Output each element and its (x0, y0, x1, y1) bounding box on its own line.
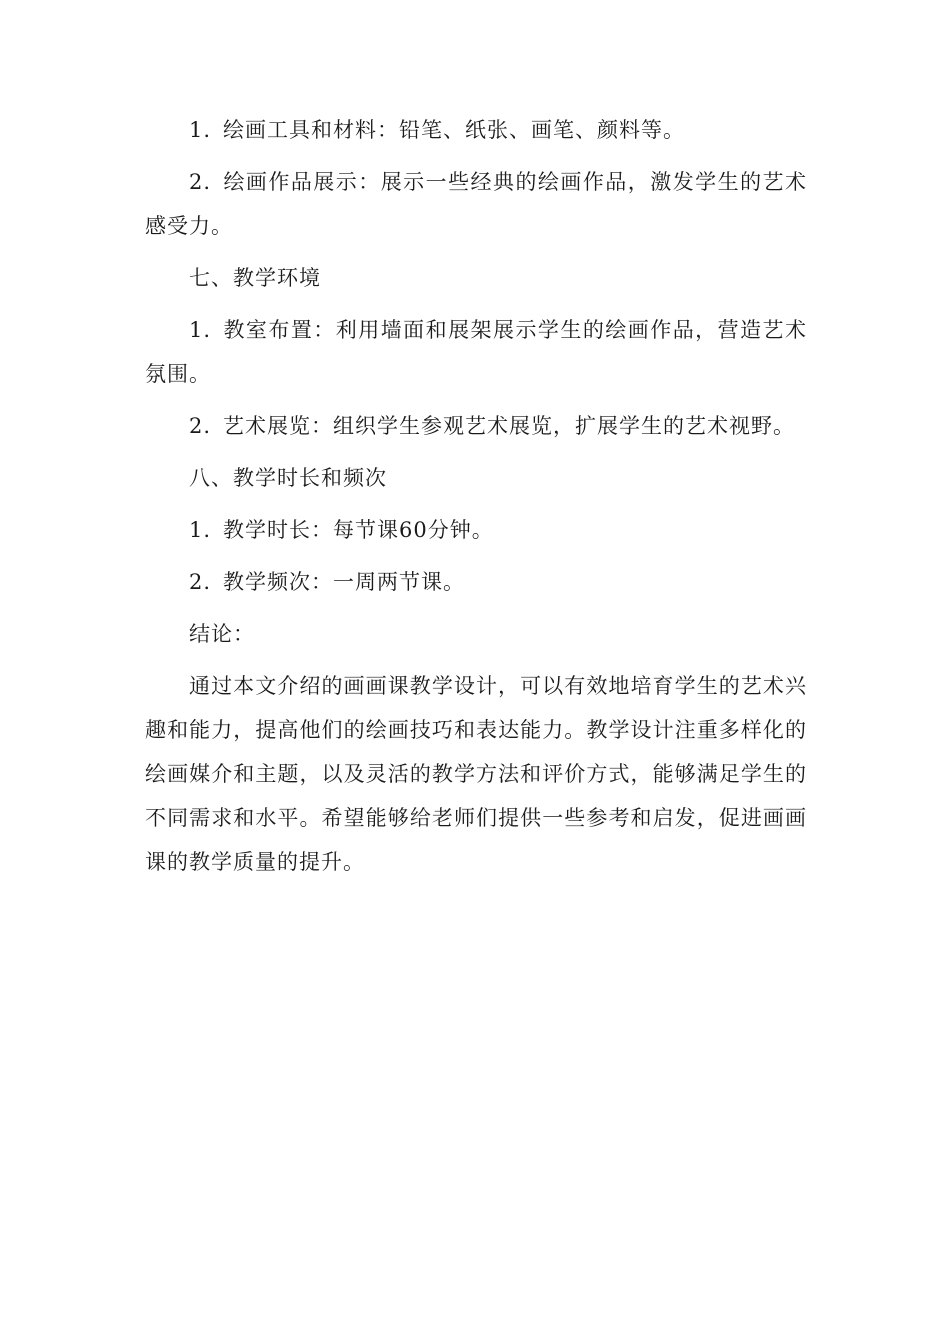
document-body (145, 108, 807, 892)
list-item-text: 绘画工具和材料：铅笔、纸张、画笔、颜料等。 (223, 118, 685, 142)
list-item-number: 2. (189, 570, 212, 594)
list-item-duration-2 (145, 560, 807, 604)
list-item-number: 1. (189, 518, 212, 542)
conclusion-paragraph: 通过本文介绍的画画课教学设计，可以有效地培育学生的艺术兴趣和能力，提高他们的绘画技巧和表达能力。教学设计注重多样化的绘画媒介和主题，以及灵活的教学方法和评价方式，能够满足学生的不同需求和水平。希望能够给老师们提供一些参考和启发，促进画画课的教学质量的提升。 (145, 674, 807, 874)
list-item-text: 教学频次：一周两节课。 (223, 570, 465, 594)
list-item-environment-2 (145, 404, 807, 448)
section-heading-conclusion: 结论： (189, 622, 255, 646)
list-item-number: 2. (189, 170, 212, 194)
list-item-number: 1. (189, 118, 212, 142)
list-item-text: 艺术展览：组织学生参观艺术展览，扩展学生的艺术视野。 (223, 414, 795, 438)
section-heading-environment: 七、教学环境 (189, 266, 321, 290)
list-item-text: 教室布置：利用墙面和展架展示学生的绘画作品，营造艺术氛围。 (145, 318, 807, 386)
list-item-number: 2. (189, 414, 212, 438)
list-item-text: 绘画作品展示：展示一些经典的绘画作品，激发学生的艺术感受力。 (145, 170, 807, 238)
list-item-materials-2 (145, 160, 807, 248)
list-item-environment-1 (145, 308, 807, 396)
list-item-text: 教学时长：每节课60分钟。 (223, 518, 494, 542)
list-item-duration-1 (145, 508, 807, 552)
list-item-materials-1 (145, 108, 807, 152)
list-item-number: 1. (189, 318, 212, 342)
section-heading-duration: 八、教学时长和频次 (189, 466, 387, 490)
